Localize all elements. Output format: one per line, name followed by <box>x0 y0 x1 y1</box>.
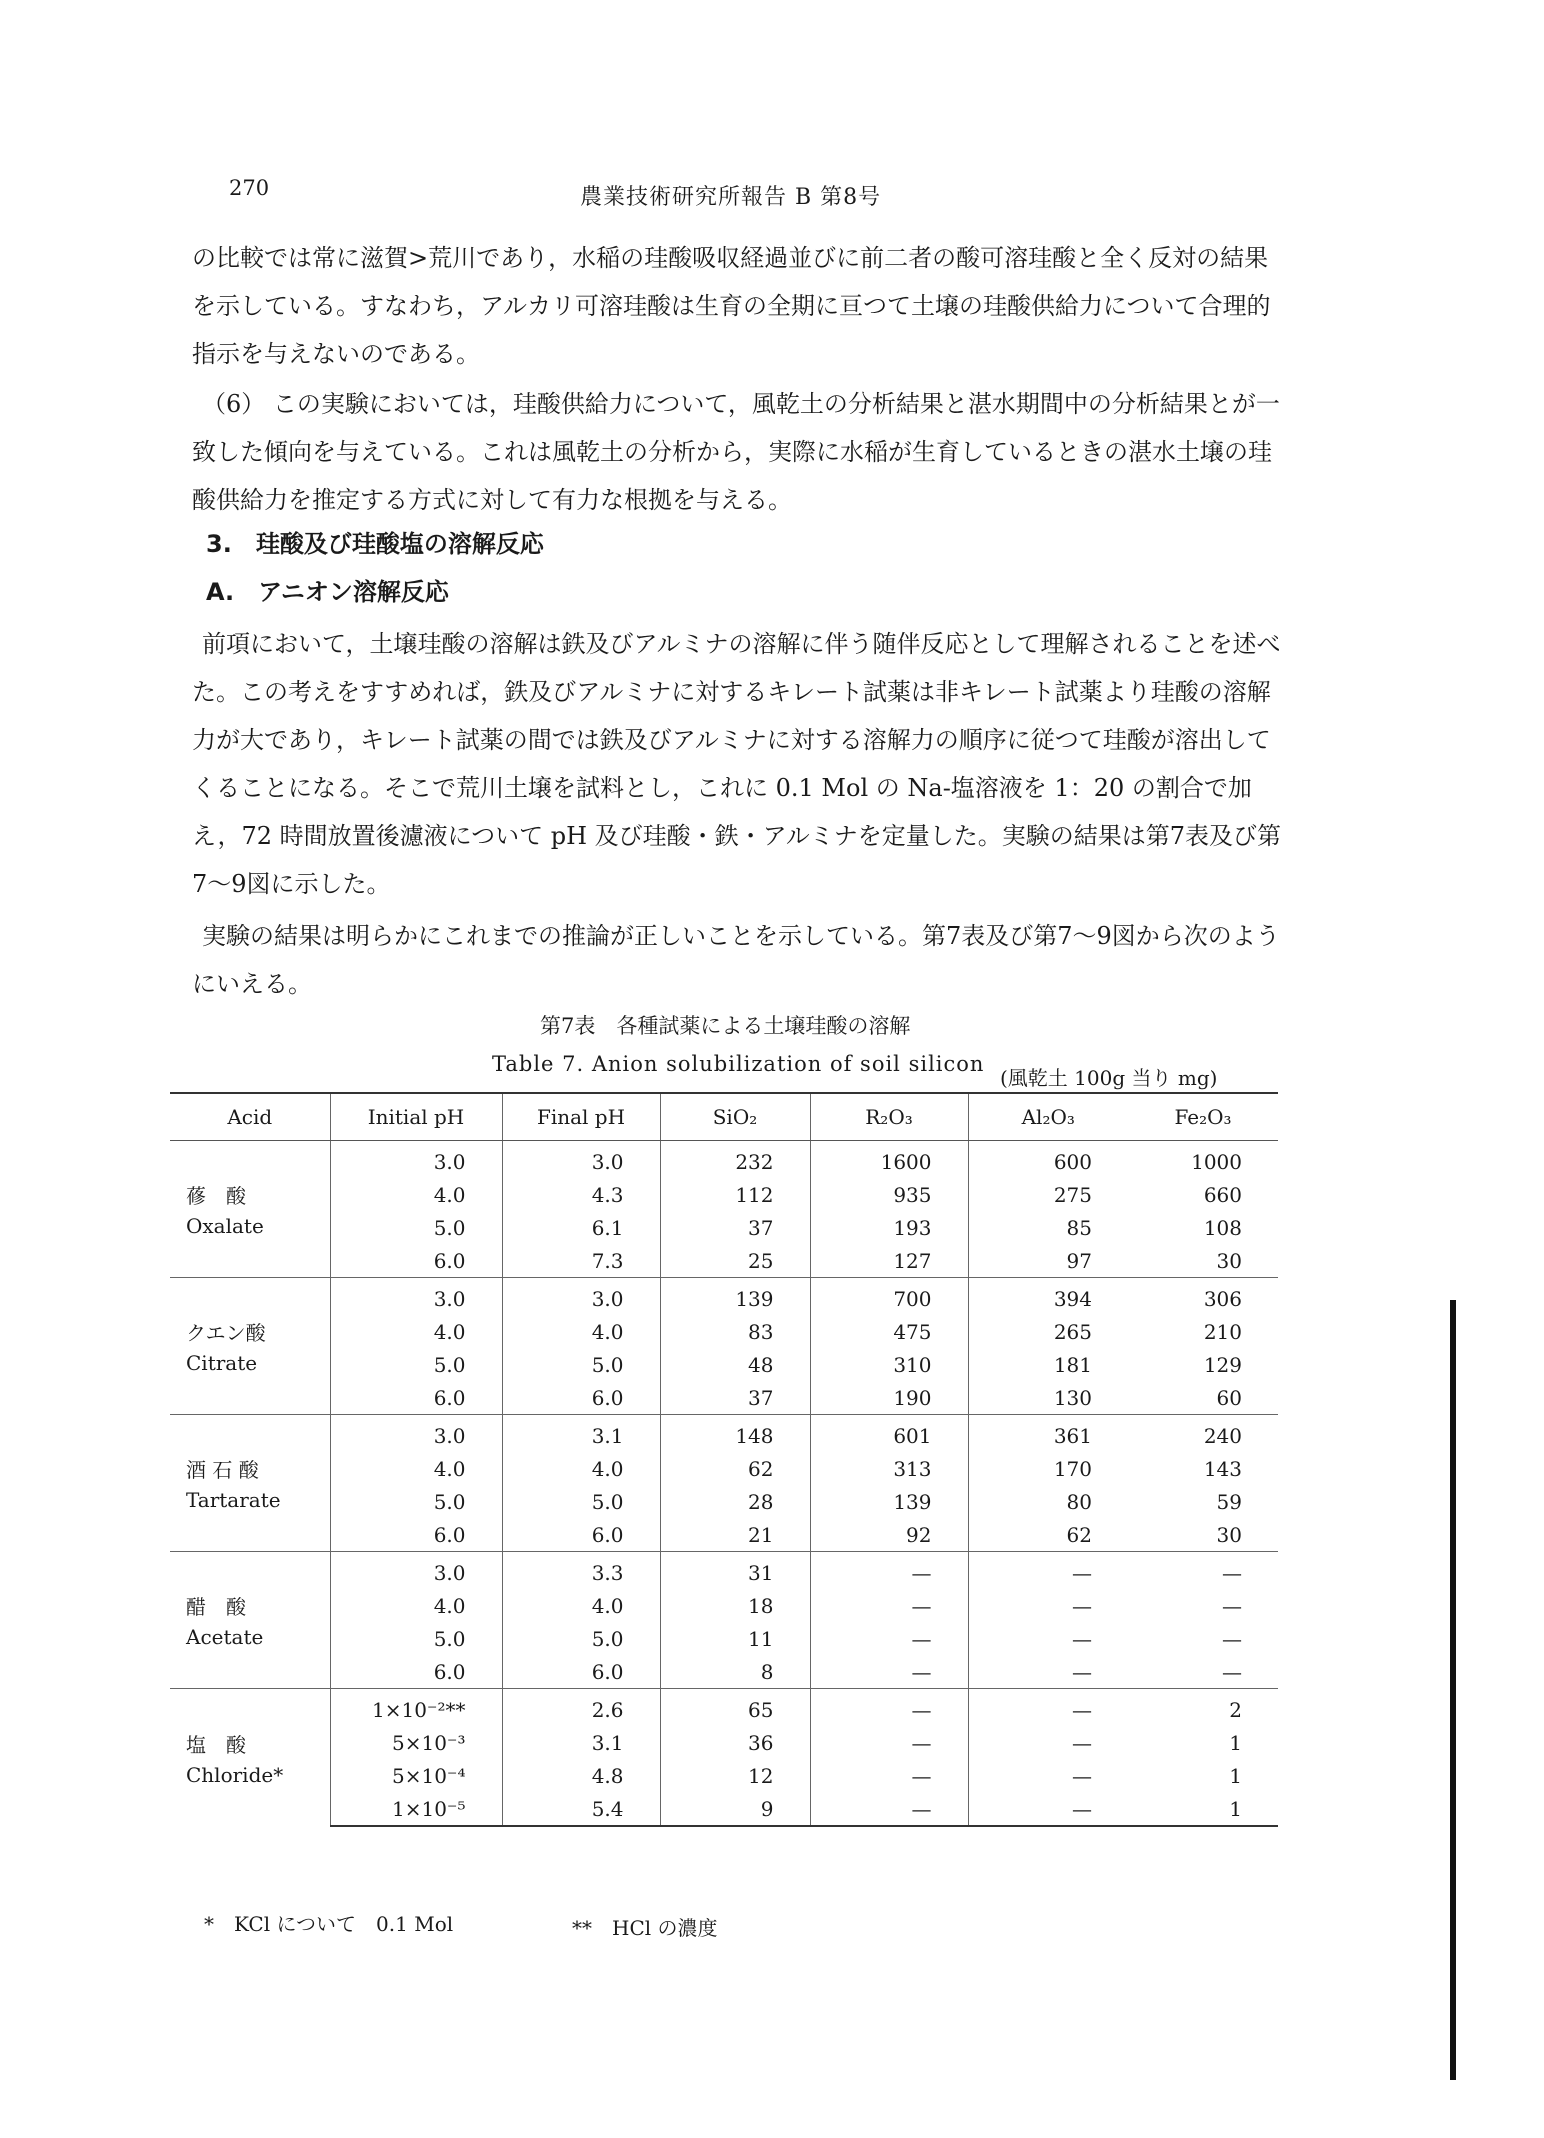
acid-name-cell <box>170 1415 330 1552</box>
table-cell: 6.0 <box>330 1381 502 1415</box>
table-cell: 935 <box>810 1178 968 1211</box>
table-cell: 9 <box>660 1792 810 1826</box>
table-cell: 700 <box>810 1278 968 1316</box>
table-cell: 2.6 <box>502 1689 660 1727</box>
table-cell: 6.0 <box>330 1244 502 1278</box>
table-cell: 5.0 <box>330 1622 502 1655</box>
table-cell: 5.0 <box>330 1485 502 1518</box>
table-row <box>170 1244 1278 1278</box>
table-cell: 310 <box>810 1348 968 1381</box>
paragraph-1: の比較では常に滋賀>荒川であり，水稲の珪酸吸収経過並びに前二者の酸可溶珪酸と全く反対の結果を示している。すなわち，アルカリ可溶珪酸は生育の全期に亘つて土壌の珪酸供給力について合理的指示を与えないのである。 <box>192 244 1271 368</box>
table-row <box>170 1552 1278 1590</box>
table-row <box>170 1655 1278 1689</box>
table-cell: — <box>810 1792 968 1826</box>
table-cell: 5×10⁻³ <box>330 1726 502 1759</box>
table-cell: 5.4 <box>502 1792 660 1826</box>
table-cell: — <box>1222 1593 1242 1618</box>
table-cell: 62 <box>660 1452 810 1485</box>
table-cell: — <box>810 1622 968 1655</box>
table-cell: 361 <box>968 1415 1128 1453</box>
table-cell: 6.1 <box>502 1211 660 1244</box>
table-cell: 6.0 <box>330 1518 502 1552</box>
table-cell: 18 <box>660 1589 810 1622</box>
table-cell: 8 <box>660 1655 810 1689</box>
table-cell: 97 <box>968 1244 1128 1278</box>
table-row <box>170 1452 1278 1485</box>
table-cell: 275 <box>968 1178 1128 1211</box>
col-header-al2o3: Al₂O₃ <box>968 1093 1128 1141</box>
paragraph-4: 実験の結果は明らかにこれまでの推論が正しいことを示している。第7表及び第7～9図から次のようにいえる。 <box>192 922 1280 998</box>
table-cell: 4.0 <box>330 1589 502 1622</box>
acid-name-jp: 醋 酸 <box>186 1595 246 1619</box>
table-cell: 60 <box>1216 1385 1242 1410</box>
table-cell: 4.0 <box>330 1452 502 1485</box>
table-cell: 475 <box>810 1315 968 1348</box>
table-cell: — <box>968 1792 1128 1826</box>
table-cell: 4.3 <box>502 1178 660 1211</box>
solubilization-table <box>170 1092 1278 1827</box>
col-header-sio2: SiO₂ <box>660 1093 810 1141</box>
table-row <box>170 1211 1278 1244</box>
table-cell: 127 <box>810 1244 968 1278</box>
table-row <box>170 1381 1278 1415</box>
table-cell: 48 <box>660 1348 810 1381</box>
table-cell: 4.0 <box>502 1589 660 1622</box>
table-cell: 148 <box>660 1415 810 1453</box>
table-cell: 394 <box>968 1278 1128 1316</box>
table-cell: 36 <box>660 1726 810 1759</box>
acid-name-cell <box>170 1689 330 1827</box>
table-cell: 85 <box>968 1211 1128 1244</box>
table-cell: 3.1 <box>502 1726 660 1759</box>
table-cell: 31 <box>660 1552 810 1590</box>
table-cell: 108 <box>1203 1215 1242 1240</box>
table-header-row <box>170 1093 1278 1141</box>
table-cell: 190 <box>810 1381 968 1415</box>
table-cell: 30 <box>1216 1248 1242 1273</box>
table-cell: 306 <box>1128 1278 1278 1316</box>
table-cell: — <box>968 1655 1128 1689</box>
table-row <box>170 1589 1278 1622</box>
table-cell: 6.0 <box>502 1655 660 1689</box>
acid-name-en: Acetate <box>186 1625 264 1649</box>
table-cell: 62 <box>968 1518 1128 1552</box>
col-header-acid: Acid <box>170 1093 330 1141</box>
table-cell: — <box>968 1689 1128 1727</box>
table-cell: 3.0 <box>502 1278 660 1316</box>
table-row <box>170 1792 1278 1826</box>
table-row <box>170 1278 1278 1316</box>
acid-name-en: Chloride* <box>186 1762 284 1787</box>
table-cell: 130 <box>968 1381 1128 1415</box>
table-cell: — <box>1222 1626 1242 1651</box>
table-cell: — <box>810 1589 968 1622</box>
table-row <box>170 1415 1278 1453</box>
table-cell: 37 <box>660 1211 810 1244</box>
table-cell: 232 <box>660 1141 810 1179</box>
table-cell: 4.0 <box>330 1315 502 1348</box>
table-cell: 1 <box>1229 1730 1242 1755</box>
table-cell: 4.0 <box>502 1452 660 1485</box>
table-cell: 143 <box>1203 1456 1242 1481</box>
table-row <box>170 1726 1278 1759</box>
section-a-heading: A. アニオン溶解反応 <box>206 578 449 606</box>
col-header-fe2o3: Fe₂O₃ <box>1128 1093 1278 1141</box>
section-3-heading: 3. 珪酸及び珪酸塩の溶解反応 <box>206 530 544 558</box>
acid-name-cell <box>170 1552 330 1689</box>
table-cell: 1×10⁻²** <box>330 1689 502 1727</box>
scan-edge-bar <box>1450 1300 1456 2080</box>
paragraph-3: 前項において，土壌珪酸の溶解は鉄及びアルミナの溶解に伴う随伴反応として理解されることを述べた。この考えをすすめれば，鉄及びアルミナに対するキレート試薬は非キレート試薬より珪酸の溶解力が大であり，キレート試薬の間では鉄及びアルミナに対する溶解力の順序に従つて珪酸が溶出してくることになる。そこで荒川土壌を試料とし，これに 0.1 Mol の Na-塩溶液を 1：20 の割合で加え，72 時間放置後濾液について pH 及び珪酸・鉄・アルミナを定量した。実験の結果は第7表及び第7～9図に示した。 <box>192 630 1281 898</box>
table-cell: 6.0 <box>502 1381 660 1415</box>
table-cell: 2 <box>1128 1689 1278 1727</box>
table-cell: 3.0 <box>502 1141 660 1179</box>
col-header-final-ph: Final pH <box>502 1093 660 1141</box>
table-cell: 265 <box>968 1315 1128 1348</box>
table-cell: — <box>968 1552 1128 1590</box>
table-caption-en: Table 7. Anion solubilization of soil silicon <box>492 1052 985 1076</box>
table-row <box>170 1622 1278 1655</box>
table-cell: — <box>810 1552 968 1590</box>
table-cell: 59 <box>1216 1489 1242 1514</box>
table-cell: — <box>968 1622 1128 1655</box>
table-cell: — <box>810 1689 968 1727</box>
acid-name-cell <box>170 1278 330 1415</box>
table-cell: 65 <box>660 1689 810 1727</box>
table-row <box>170 1759 1278 1792</box>
acid-name-jp: 酒 石 酸 <box>186 1458 259 1482</box>
table-cell: 313 <box>810 1452 968 1485</box>
table-cell: 3.0 <box>330 1278 502 1316</box>
table-cell: 660 <box>1203 1182 1242 1207</box>
running-title: 農業技術研究所報告 B 第8号 <box>580 185 882 210</box>
table-cell: 3.0 <box>330 1552 502 1590</box>
table-cell: 5.0 <box>502 1622 660 1655</box>
table-cell: 5.0 <box>502 1485 660 1518</box>
table-cell: 6.0 <box>502 1518 660 1552</box>
table-cell: 129 <box>1203 1352 1242 1377</box>
table-cell: 1 <box>1128 1792 1278 1826</box>
table-cell: 112 <box>660 1178 810 1211</box>
table-cell: 1 <box>1229 1763 1242 1788</box>
table-cell: — <box>1128 1552 1278 1590</box>
table-cell: 3.0 <box>330 1415 502 1453</box>
table-cell: 83 <box>660 1315 810 1348</box>
acid-name-en: Tartarate <box>186 1488 281 1512</box>
table-cell: — <box>1222 1659 1242 1684</box>
table-cell: 193 <box>810 1211 968 1244</box>
acid-name-jp: 蓚 酸 <box>186 1184 246 1208</box>
table-row <box>170 1178 1278 1211</box>
table-cell: 3.1 <box>502 1415 660 1453</box>
table-cell: 37 <box>660 1381 810 1415</box>
footnote-kcl: * KCl について 0.1 Mol <box>204 1912 454 1936</box>
table-row <box>170 1485 1278 1518</box>
table-caption-jp: 第7表 各種試薬による土壌珪酸の溶解 <box>540 1014 911 1038</box>
table-cell: 210 <box>1203 1319 1242 1344</box>
paragraph-2: （6） この実験においては，珪酸供給力について，風乾土の分析結果と湛水期間中の分析結果とが一致した傾向を与えている。これは風乾土の分析から，実際に水稲が生育しているときの湛水土壌の珪酸供給力を推定する方式に対して有力な根拠を与える。 <box>192 390 1280 514</box>
table-cell: — <box>810 1759 968 1792</box>
table-cell: 1000 <box>1128 1141 1278 1179</box>
table-cell: 1600 <box>810 1141 968 1179</box>
table-cell: 1×10⁻⁵ <box>330 1792 502 1826</box>
table-cell: — <box>810 1726 968 1759</box>
table-cell: 170 <box>968 1452 1128 1485</box>
footnote-hcl: ** HCl の濃度 <box>572 1916 718 1940</box>
table-cell: — <box>968 1759 1128 1792</box>
table-row <box>170 1141 1278 1179</box>
acid-name-en: Oxalate <box>186 1214 264 1238</box>
acid-name-jp: クエン酸 <box>186 1321 266 1345</box>
table-row <box>170 1689 1278 1727</box>
table-cell: 28 <box>660 1485 810 1518</box>
table-cell: 3.0 <box>330 1141 502 1179</box>
table-unit: (風乾土 100g 当り mg) <box>1000 1066 1218 1090</box>
table-cell: 21 <box>660 1518 810 1552</box>
table-cell: 12 <box>660 1759 810 1792</box>
acid-name-cell <box>170 1141 330 1278</box>
table-row <box>170 1518 1278 1552</box>
table-cell: 4.0 <box>502 1315 660 1348</box>
table-cell: 25 <box>660 1244 810 1278</box>
col-header-initial-ph: Initial pH <box>330 1093 502 1141</box>
col-header-r2o3: R₂O₃ <box>810 1093 968 1141</box>
table-cell: 80 <box>968 1485 1128 1518</box>
table-cell: 5.0 <box>330 1211 502 1244</box>
acid-name-jp: 塩 酸 <box>186 1732 246 1757</box>
page-number: 270 <box>229 176 270 200</box>
table-cell: 30 <box>1216 1522 1242 1547</box>
table-cell: 11 <box>660 1622 810 1655</box>
table-row <box>170 1315 1278 1348</box>
table-cell: 601 <box>810 1415 968 1453</box>
table-row <box>170 1348 1278 1381</box>
table-cell: 4.8 <box>502 1759 660 1792</box>
table-cell: 4.0 <box>330 1178 502 1211</box>
table-cell: 7.3 <box>502 1244 660 1278</box>
table-cell: — <box>968 1589 1128 1622</box>
table-cell: 139 <box>810 1485 968 1518</box>
table-cell: 92 <box>810 1518 968 1552</box>
table-cell: 6.0 <box>330 1655 502 1689</box>
table-cell: — <box>968 1726 1128 1759</box>
acid-name-en: Citrate <box>186 1351 258 1375</box>
table-cell: 5.0 <box>502 1348 660 1381</box>
table-cell: 3.3 <box>502 1552 660 1590</box>
table-cell: 5.0 <box>330 1348 502 1381</box>
table-cell: 600 <box>968 1141 1128 1179</box>
table-cell: 5×10⁻⁴ <box>330 1759 502 1792</box>
table-cell: 139 <box>660 1278 810 1316</box>
table-cell: 181 <box>968 1348 1128 1381</box>
table-cell: 240 <box>1128 1415 1278 1453</box>
table-cell: — <box>810 1655 968 1689</box>
